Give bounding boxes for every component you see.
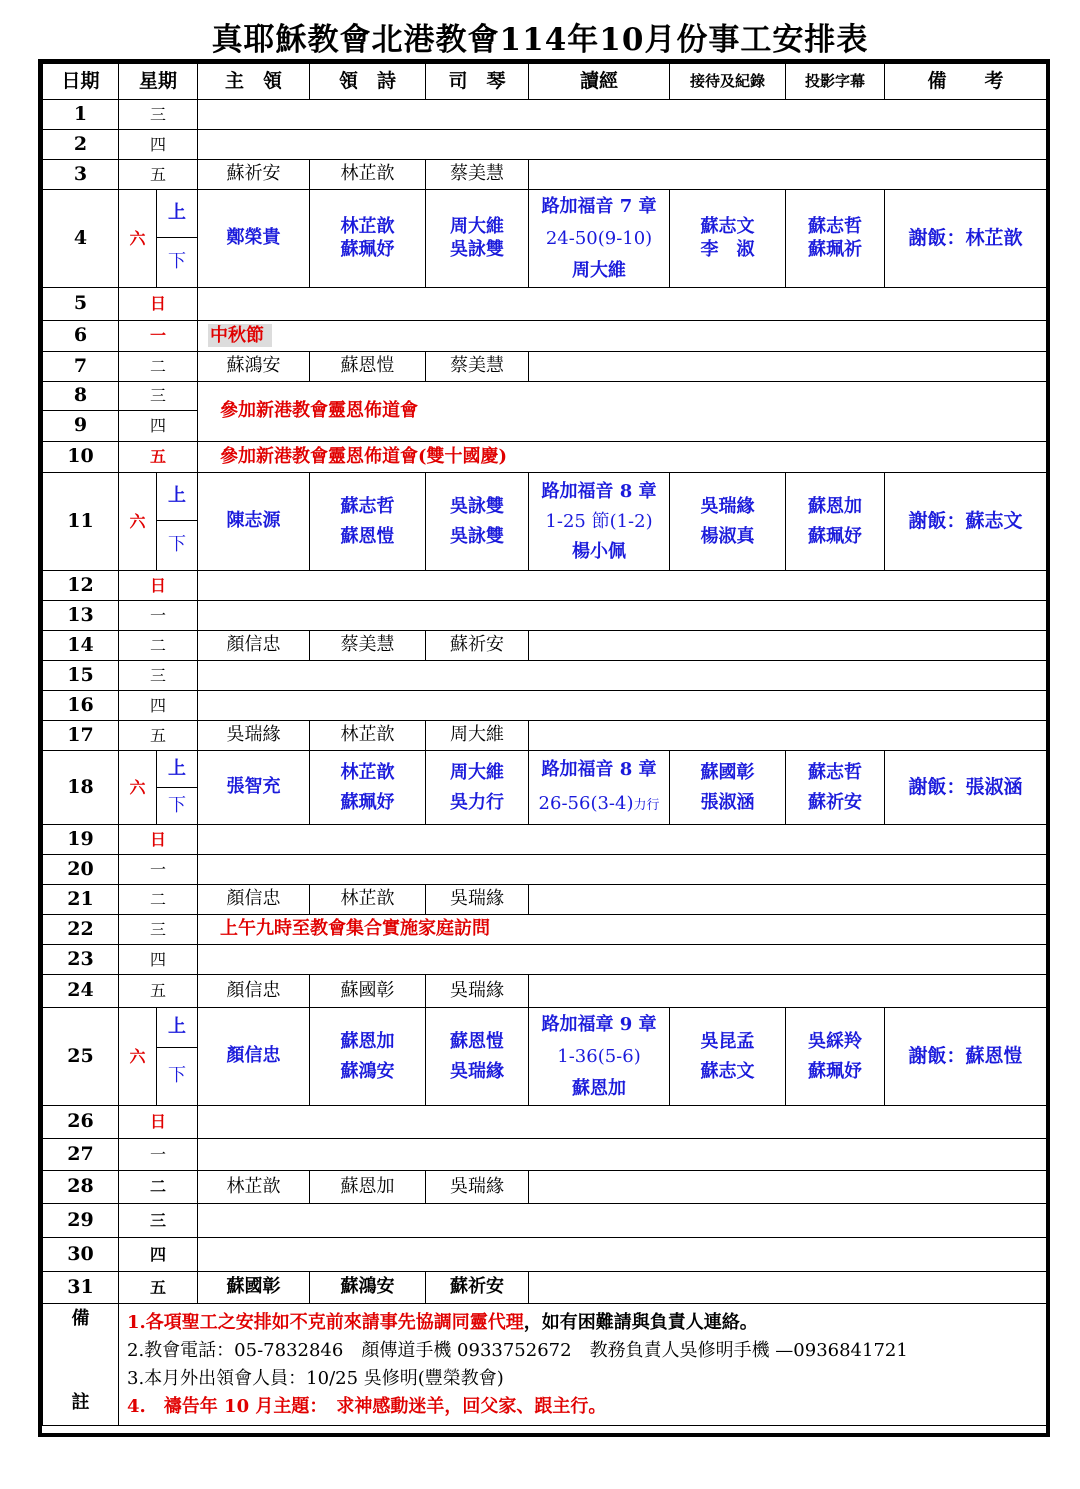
date-cell: 7 (43, 352, 119, 382)
leader-cell: 吳瑞緣 (198, 721, 310, 751)
hymn-upper: 林芷歆 (340, 761, 395, 783)
empty-cell (198, 100, 1047, 130)
date-cell: 31 (43, 1272, 119, 1304)
page-title: 真耶穌教會北港教會114年10月份事工安排表 (211, 22, 869, 58)
date-cell: 4 (43, 190, 119, 288)
weekday-cell: 四 (119, 411, 198, 442)
remark-cell: 謝飯：蘇恩愷 (885, 1008, 1047, 1106)
projection-2: 蘇祈安 (808, 791, 863, 813)
reading-reader: 力行 (633, 797, 660, 813)
header-piano: 司 琴 (426, 64, 529, 100)
reading-cell (529, 190, 670, 288)
table-row (43, 975, 1047, 1008)
leader-cell: 張智充 (198, 751, 310, 825)
weekday-cell: 日 (119, 571, 198, 601)
piano-cell: 吳瑞緣 (426, 885, 529, 915)
empty-cell (198, 571, 1047, 601)
table-row (43, 945, 1047, 975)
table-row (43, 130, 1047, 160)
date-cell: 24 (43, 975, 119, 1008)
hymn-cell: 蘇恩愷 (310, 352, 426, 382)
session-upper: 上 (157, 1008, 198, 1048)
session-lower: 下 (157, 788, 198, 825)
piano-cell (426, 1008, 529, 1106)
weekday-cell: 四 (119, 945, 198, 975)
schedule-sheet (38, 59, 1050, 1437)
table-row (43, 721, 1047, 751)
table-row (43, 190, 1047, 238)
leader-cell: 鄭榮貴 (198, 190, 310, 288)
header-date: 日期 (43, 64, 119, 100)
leader-cell: 蘇祈安 (198, 160, 310, 190)
reading-reader: 周大維 (572, 259, 627, 281)
empty-cell (198, 1106, 1047, 1139)
weekday-cell: 三 (119, 100, 198, 130)
event-cell: 上午九時至教會集合實施家庭訪問 (198, 915, 1047, 945)
date-cell: 19 (43, 825, 119, 855)
reading-book: 路加福章 9 章 (541, 1013, 657, 1035)
note-1-red: 1.各項聖工之安排如不克前來請事先協調同靈代理 (127, 1311, 524, 1333)
reading-verses-line (529, 787, 669, 823)
reception-2: 楊淑真 (700, 525, 755, 547)
weekday-cell: 三 (119, 915, 198, 945)
weekday-cell: 一 (119, 321, 198, 352)
piano-upper: 周大維 (450, 216, 505, 237)
weekday-cell: 三 (119, 661, 198, 691)
empty-cell (529, 631, 1047, 661)
notes-label-top: 備 (71, 1308, 90, 1329)
empty-cell (529, 885, 1047, 915)
empty-cell (198, 601, 1047, 631)
hymn-cell: 蔡美慧 (310, 631, 426, 661)
date-cell: 29 (43, 1204, 119, 1238)
empty-cell (529, 160, 1047, 190)
date-cell: 18 (43, 751, 119, 825)
reception-cell (670, 751, 786, 825)
hymn-upper: 蘇志哲 (340, 495, 395, 517)
session-lower: 下 (157, 1048, 198, 1106)
table-row (43, 288, 1047, 321)
header-projection: 投影字幕 (786, 64, 885, 100)
piano-cell: 周大維 (426, 721, 529, 751)
weekday-cell: 六 (119, 473, 157, 571)
weekday-cell: 日 (119, 288, 198, 321)
table-row (43, 1171, 1047, 1204)
date-cell: 25 (43, 1008, 119, 1106)
note-2: 2.教會電話：05-7832846 顏傳道手機 0933752672 教務負責人吳修明手機 —0936841721 (127, 1339, 908, 1361)
weekday-cell: 四 (119, 1238, 198, 1272)
hymn-cell: 蘇國彰 (310, 975, 426, 1008)
projection-2: 蘇珮妤 (808, 1060, 863, 1082)
table-row (43, 885, 1047, 915)
reading-reader: 楊小佩 (572, 540, 627, 562)
reading-book: 路加福音 8 章 (541, 758, 657, 780)
reading-cell (529, 751, 670, 825)
hymn-lower: 蘇恩愷 (340, 525, 395, 547)
empty-cell (529, 721, 1047, 751)
piano-cell: 蔡美慧 (426, 160, 529, 190)
reading-verses: 26-56(3-4) (538, 792, 634, 814)
reception-2: 李 淑 (700, 238, 755, 260)
header-hymn: 領 詩 (310, 64, 426, 100)
weekday-cell: 日 (119, 1106, 198, 1139)
piano-lower: 吳力行 (450, 791, 505, 813)
projection-1: 蘇志哲 (808, 216, 863, 237)
header-leader: 主 領 (198, 64, 310, 100)
hymn-cell: 蘇鴻安 (310, 1272, 426, 1304)
table-row (43, 601, 1047, 631)
date-cell: 10 (43, 442, 119, 473)
reception-1: 蘇志文 (700, 216, 755, 237)
hymn-lower: 蘇珮妤 (340, 791, 395, 813)
piano-upper: 吳詠雙 (450, 495, 505, 517)
empty-cell (529, 975, 1047, 1008)
empty-cell (529, 1272, 1047, 1304)
hymn-cell (310, 1008, 426, 1106)
date-cell: 16 (43, 691, 119, 721)
table-row (43, 160, 1047, 190)
reading-verses: 1-36(5-6) (557, 1045, 641, 1067)
empty-cell (198, 825, 1047, 855)
leader-cell: 蘇國彰 (198, 1272, 310, 1304)
piano-upper: 周大維 (450, 761, 505, 783)
note-4: 4. 禱告年 10 月主題： 求神感動迷羊，回父家、跟主行。 (127, 1395, 607, 1417)
piano-cell: 蘇祈安 (426, 631, 529, 661)
header-reading: 讀經 (529, 64, 670, 100)
reception-1: 吳昆孟 (700, 1030, 755, 1052)
table-row (43, 382, 1047, 411)
piano-lower: 吳瑞緣 (450, 1060, 505, 1082)
empty-cell (529, 352, 1047, 382)
weekday-cell: 一 (119, 1139, 198, 1171)
reception-cell (670, 473, 786, 571)
date-cell: 2 (43, 130, 119, 160)
table-row (43, 751, 1047, 788)
date-cell: 6 (43, 321, 119, 352)
table-row (43, 915, 1047, 945)
empty-cell (198, 1238, 1047, 1272)
projection-cell (786, 190, 885, 288)
empty-cell (198, 855, 1047, 885)
reception-1: 吳瑞緣 (700, 495, 755, 517)
reception-2: 張淑涵 (700, 791, 755, 813)
empty-cell (529, 1171, 1047, 1204)
leader-cell: 顏信忠 (198, 631, 310, 661)
piano-lower: 吳詠雙 (450, 525, 505, 547)
table-row (43, 1238, 1047, 1272)
piano-lower: 吳詠雙 (450, 238, 505, 260)
reading-verses: 1-25 節(1-2) (545, 510, 653, 532)
weekday-cell: 二 (119, 1171, 198, 1204)
leader-cell: 顏信忠 (198, 975, 310, 1008)
note-1-rest: ，如有困難請與負責人連絡。 (523, 1311, 758, 1333)
leader-cell: 顏信忠 (198, 1008, 310, 1106)
reception-1: 蘇國彰 (700, 761, 755, 783)
reading-verses: 24-50(9-10) (545, 227, 653, 249)
projection-1: 蘇志哲 (808, 761, 863, 783)
notes-content (119, 1304, 1047, 1426)
table-row (43, 473, 1047, 521)
piano-cell: 蘇祈安 (426, 1272, 529, 1304)
date-cell: 21 (43, 885, 119, 915)
hymn-cell: 林芷歆 (310, 721, 426, 751)
empty-cell (198, 1204, 1047, 1238)
empty-cell (198, 661, 1047, 691)
hymn-lower: 蘇珮妤 (340, 238, 395, 260)
remark-cell: 謝飯：張淑涵 (885, 751, 1047, 825)
date-cell: 12 (43, 571, 119, 601)
weekday-cell: 三 (119, 1204, 198, 1238)
reading-book: 路加福音 7 章 (541, 195, 657, 217)
weekday-cell: 三 (119, 382, 198, 411)
date-cell: 27 (43, 1139, 119, 1171)
weekday-cell: 一 (119, 601, 198, 631)
reception-2: 蘇志文 (700, 1060, 755, 1082)
piano-cell (426, 473, 529, 571)
weekday-cell: 五 (119, 160, 198, 190)
date-cell: 8 (43, 382, 119, 411)
projection-cell (786, 473, 885, 571)
hymn-upper: 林芷歆 (340, 216, 395, 237)
date-cell: 9 (43, 411, 119, 442)
date-cell: 20 (43, 855, 119, 885)
projection-cell (786, 1008, 885, 1106)
holiday-label: 中秋節 (208, 324, 272, 347)
date-cell: 23 (43, 945, 119, 975)
table-row (43, 321, 1047, 352)
date-cell: 11 (43, 473, 119, 571)
event-cell: 參加新港教會靈恩佈道會 (198, 382, 1047, 442)
projection-1: 吳綵羚 (808, 1030, 863, 1052)
date-cell: 15 (43, 661, 119, 691)
hymn-cell (310, 751, 426, 825)
projection-2: 蘇珮祈 (808, 238, 863, 260)
date-cell: 28 (43, 1171, 119, 1204)
table-row (43, 100, 1047, 130)
table-row (43, 855, 1047, 885)
schedule-table (42, 63, 1047, 1426)
table-row (43, 442, 1047, 473)
weekday-cell: 五 (119, 1272, 198, 1304)
event-cell: 參加新港教會靈恩佈道會(雙十國慶) (198, 442, 1047, 473)
weekday-cell: 四 (119, 691, 198, 721)
table-row (43, 352, 1047, 382)
notes-label (43, 1304, 119, 1426)
session-upper: 上 (157, 751, 198, 788)
hymn-cell: 蘇恩加 (310, 1171, 426, 1204)
table-row (43, 631, 1047, 661)
date-cell: 1 (43, 100, 119, 130)
event-cell (198, 321, 1047, 352)
table-row (43, 825, 1047, 855)
weekday-cell: 六 (119, 1008, 157, 1106)
reading-book: 路加福音 8 章 (541, 480, 657, 502)
weekday-cell: 五 (119, 442, 198, 473)
date-cell: 17 (43, 721, 119, 751)
hymn-cell: 林芷歆 (310, 160, 426, 190)
header-weekday: 星期 (119, 64, 198, 100)
notes-row (43, 1304, 1047, 1426)
hymn-lower: 蘇鴻安 (340, 1060, 395, 1082)
empty-cell (198, 130, 1047, 160)
leader-cell: 顏信忠 (198, 885, 310, 915)
weekday-cell: 日 (119, 825, 198, 855)
piano-upper: 蘇恩愷 (450, 1030, 505, 1052)
notes-label-bottom: 註 (71, 1392, 90, 1413)
weekday-cell: 五 (119, 721, 198, 751)
leader-cell: 林芷歆 (198, 1171, 310, 1204)
session-lower: 下 (157, 521, 198, 571)
weekday-cell: 二 (119, 352, 198, 382)
date-cell: 26 (43, 1106, 119, 1139)
empty-cell (198, 1139, 1047, 1171)
projection-cell (786, 751, 885, 825)
hymn-cell (310, 190, 426, 288)
date-cell: 13 (43, 601, 119, 631)
empty-cell (198, 691, 1047, 721)
hymn-cell (310, 473, 426, 571)
table-row (43, 571, 1047, 601)
hymn-cell: 林芷歆 (310, 885, 426, 915)
table-row (43, 1204, 1047, 1238)
reading-cell (529, 1008, 670, 1106)
table-row (43, 691, 1047, 721)
leader-cell: 蘇鴻安 (198, 352, 310, 382)
projection-1: 蘇恩加 (808, 495, 863, 517)
reception-cell (670, 190, 786, 288)
date-cell: 14 (43, 631, 119, 661)
weekday-cell: 五 (119, 975, 198, 1008)
header-remarks: 備 考 (885, 64, 1047, 100)
header-row (43, 64, 1047, 100)
weekday-cell: 一 (119, 855, 198, 885)
session-upper: 上 (157, 190, 198, 238)
weekday-cell: 四 (119, 130, 198, 160)
piano-cell: 吳瑞緣 (426, 1171, 529, 1204)
table-row (43, 661, 1047, 691)
date-cell: 22 (43, 915, 119, 945)
header-reception: 接待及紀錄 (670, 64, 786, 100)
table-row (43, 1106, 1047, 1139)
table-row (43, 1139, 1047, 1171)
date-cell: 30 (43, 1238, 119, 1272)
remark-cell: 謝飯：蘇志文 (885, 473, 1047, 571)
note-1 (127, 1309, 1046, 1337)
weekday-cell: 二 (119, 631, 198, 661)
piano-cell: 蔡美慧 (426, 352, 529, 382)
table-row (43, 1008, 1047, 1048)
remark-cell: 謝飯：林芷歆 (885, 190, 1047, 288)
piano-cell: 吳瑞緣 (426, 975, 529, 1008)
piano-cell (426, 751, 529, 825)
date-cell: 3 (43, 160, 119, 190)
empty-cell (198, 945, 1047, 975)
table-row (43, 1272, 1047, 1304)
date-cell: 5 (43, 288, 119, 321)
leader-cell: 陳志源 (198, 473, 310, 571)
weekday-cell: 二 (119, 885, 198, 915)
empty-cell (198, 288, 1047, 321)
piano-cell (426, 190, 529, 288)
session-upper: 上 (157, 473, 198, 521)
projection-2: 蘇珮妤 (808, 525, 863, 547)
reception-cell (670, 1008, 786, 1106)
session-lower: 下 (157, 238, 198, 288)
weekday-cell: 六 (119, 751, 157, 825)
reading-reader: 蘇恩加 (572, 1077, 627, 1099)
weekday-cell: 六 (119, 190, 157, 288)
hymn-upper: 蘇恩加 (340, 1030, 395, 1052)
note-3: 3.本月外出領會人員：10/25 吳修明(豐榮教會) (127, 1367, 504, 1389)
reading-cell (529, 473, 670, 571)
